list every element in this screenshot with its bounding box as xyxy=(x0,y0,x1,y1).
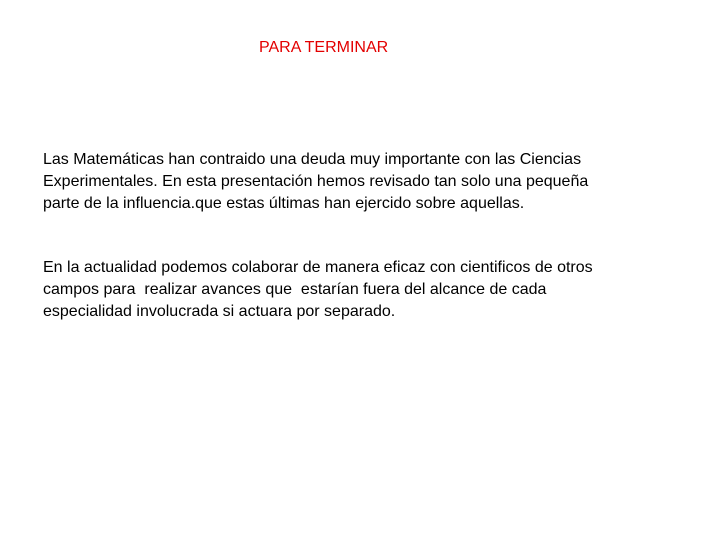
paragraph-mathematics-debt xyxy=(43,149,683,215)
paragraph-line: campos para realizar avances que estarían fuera del alcance de cada xyxy=(43,281,547,298)
paragraph-line: especialidad involucrada si actuara por separado. xyxy=(43,303,396,320)
paragraph-line: En la actualidad podemos colaborar de manera eficaz con cientificos de otros xyxy=(43,259,593,276)
paragraph-collaboration xyxy=(43,257,683,323)
paragraph-line: Experimentales. En esta presentación hemos revisado tan solo una pequeña xyxy=(43,173,589,190)
slide-title: PARA TERMINAR xyxy=(259,39,389,56)
paragraph-line: parte de la influencia.que estas últimas han ejercido sobre aquellas. xyxy=(43,195,525,212)
paragraph-line: Las Matemáticas han contraido una deuda muy importante con las Ciencias xyxy=(43,151,582,168)
